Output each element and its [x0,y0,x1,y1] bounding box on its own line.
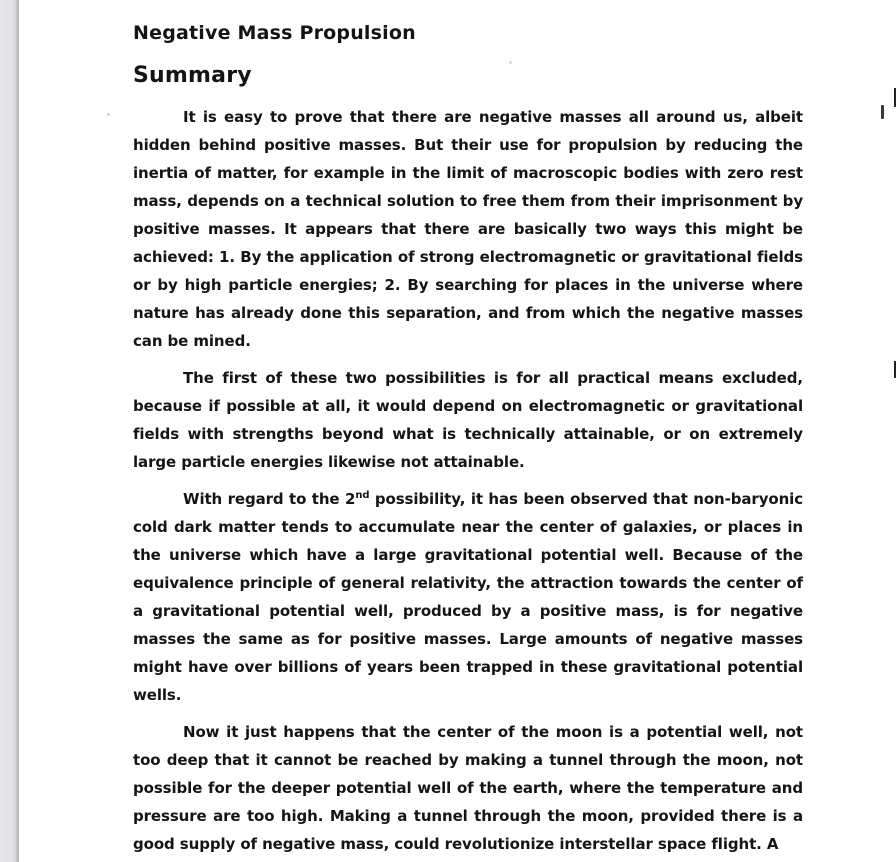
paragraph [133,718,803,858]
scan-speck-faint [107,113,110,116]
page-content [133,0,803,858]
scan-speck-dash [881,105,884,119]
paragraph [133,485,803,709]
superscript-text: nd [355,490,370,501]
paragraph-text: With regard to the 2 [183,490,356,508]
section-heading: Summary [133,63,252,88]
paragraph [133,364,803,476]
paragraph-text: Now it just happens that the center of the moon is a potential well, not too deep that it cannot be reached by making a tunnel through the moon, not possible for the deeper potential well of the earth, where the temperature and pressure are too high. Making a tunnel through the moon, provided there is a good supply of negative mass, could revolutionize interstellar space flight. A [133,723,803,853]
summary-paragraphs [133,103,803,858]
paragraph-text: It is easy to prove that there are negative masses all around us, albeit hidden behind positive masses. But their use for propulsion by reducing the inertia of matter, for example in the limit of macroscopic bodies with zero rest mass, depends on a technical solution to free them from their imprisonment by positive masses. It appears that there are basically two ways this might be achieved: 1. By the application of strong electromagnetic or gravitational fields or by high particle energies; 2. By searching for places in the universe where nature has already done this separation, and from which the negative masses can be mined. [133,108,803,350]
paragraph-text: possibility, it has been observed that non-baryonic cold dark matter tends to accumulate near the center of galaxies, or places in the universe which have a large gravitational potential well. Because of the equivalence principle of general relativity, the attraction towards the center of a gravitational potential well, produced by a positive mass, is for negative masses the same as for positive masses. Large amounts of negative masses might have over billions of years been trapped in these gravitational potential wells. [133,490,803,704]
scan-speck-faint [509,61,512,64]
document-title: Negative Mass Propulsion [133,22,416,44]
paragraph [133,103,803,355]
paragraph-text: The first of these two possibilities is for all practical means excluded, because if possible at all, it would depend on electromagnetic or gravitational fields with strengths beyond what is technically attainable, or on extremely large particle energies likewise not attainable. [133,369,803,471]
